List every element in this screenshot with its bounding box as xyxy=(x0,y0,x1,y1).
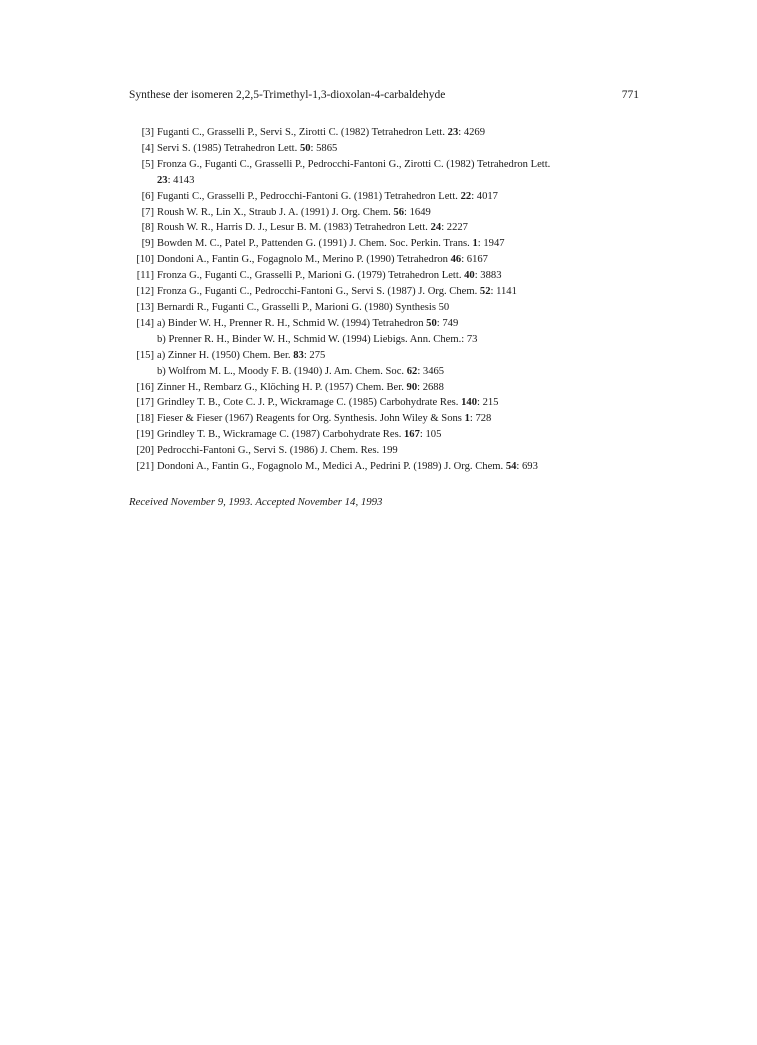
reference-text: Servi S. (1985) Tetrahedron Lett. xyxy=(157,142,300,154)
reference-line xyxy=(157,459,649,475)
reference-number: [19] xyxy=(136,429,154,441)
reference-volume: 50 xyxy=(426,317,437,329)
reference-volume: 23 xyxy=(157,174,168,186)
page-number: 771 xyxy=(621,89,639,101)
reference-item xyxy=(129,300,649,316)
reference-pages: : 1141 xyxy=(490,286,517,298)
reference-pages: : 2688 xyxy=(417,381,444,393)
reference-line xyxy=(157,252,649,268)
reference-line xyxy=(157,284,649,300)
reference-number: [17] xyxy=(136,397,154,409)
reference-item xyxy=(129,284,649,300)
running-head-title: Synthese der isomeren 2,2,5-Trimethyl-1,3-dioxolan-4-carbaldehyde xyxy=(129,89,446,101)
reference-text: Bowden M. C., Patel P., Pattenden G. (1991) J. Chem. Soc. Perkin. Trans. xyxy=(157,238,473,250)
reference-volume: 46 xyxy=(450,254,462,266)
reference-line xyxy=(157,411,649,427)
reference-pages: : 5865 xyxy=(310,142,338,154)
reference-pages: : 2227 xyxy=(441,222,468,234)
reference-volume: 52 xyxy=(479,286,491,298)
reference-volume: 167 xyxy=(404,429,420,441)
reference-item xyxy=(129,443,649,459)
reference-item xyxy=(129,220,649,236)
reference-pages: : 4269 xyxy=(458,127,486,138)
reference-number: [12] xyxy=(136,286,154,298)
reference-number: [9] xyxy=(141,238,154,250)
reference-item xyxy=(129,205,649,221)
reference-item xyxy=(129,125,649,141)
reference-line xyxy=(157,380,649,396)
reference-number: [15] xyxy=(136,349,154,361)
reference-line xyxy=(157,395,649,411)
reference-volume: 40 xyxy=(464,270,475,282)
reference-line xyxy=(157,173,649,189)
reference-text: Roush W. R., Harris D. J., Lesur B. M. (1983) Tetrahedron Lett. xyxy=(157,222,431,234)
reference-line xyxy=(157,236,649,252)
reference-number: [14] xyxy=(136,317,154,329)
reference-text: a) Binder W. H., Prenner R. H., Schmid W. (1994) Tetrahedron xyxy=(157,317,427,329)
reference-line xyxy=(157,332,649,348)
reference-text: b) Wolfrom M. L., Moody F. B. (1940) J. Am. Chem. Soc. xyxy=(157,365,407,377)
reference-text: b) Prenner R. H., Binder W. H., Schmid W. (1994) Liebigs. Ann. Chem.: 73 xyxy=(157,333,478,345)
reference-pages: : 105 xyxy=(419,429,442,441)
reference-number: [20] xyxy=(136,445,154,457)
reference-number: [21] xyxy=(136,461,154,473)
reference-line xyxy=(157,316,649,332)
reference-item xyxy=(129,427,649,443)
reference-text: a) Zinner H. (1950) Chem. Ber. xyxy=(157,349,294,361)
reference-item xyxy=(129,395,649,411)
reference-volume: 22 xyxy=(460,190,472,202)
reference-volume: 90 xyxy=(406,381,418,393)
reference-pages: : 275 xyxy=(303,349,326,361)
reference-line xyxy=(157,189,649,205)
reference-pages: : 3883 xyxy=(474,270,502,282)
reference-number: [3] xyxy=(141,127,154,138)
reference-item xyxy=(129,459,649,475)
reference-item xyxy=(129,157,649,189)
reference-text: Fuganti C., Grasselli P., Servi S., Zirotti C. (1982) Tetrahedron Lett. xyxy=(157,127,448,138)
reference-text: Fronza G., Fuganti C., Pedrocchi-Fantoni G., Servi S. (1987) J. Org. Chem. xyxy=(157,286,480,298)
reference-number: [18] xyxy=(136,413,154,425)
reference-pages: : 215 xyxy=(477,397,499,409)
reference-text: Grindley T. B., Cote C. J. P., Wickramage C. (1985) Carbohydrate Res. xyxy=(157,397,462,409)
reference-pages: : 1649 xyxy=(404,206,431,218)
reference-item xyxy=(129,268,649,284)
reference-number: [16] xyxy=(136,381,154,393)
reference-text: Fronza G., Fuganti C., Grasselli P., Marioni G. (1979) Tetrahedron Lett. xyxy=(157,270,465,282)
reference-volume: 56 xyxy=(393,206,405,218)
reference-pages: : 4017 xyxy=(471,190,498,202)
reference-text: Dondoni A., Fantin G., Fogagnolo M., Merino P. (1990) Tetrahedron xyxy=(157,254,451,266)
reference-number: [7] xyxy=(141,206,154,218)
reference-line xyxy=(157,364,649,380)
reference-volume: 24 xyxy=(430,222,442,234)
reference-volume: 23 xyxy=(447,127,459,138)
reference-number: [10] xyxy=(136,254,154,266)
reference-volume: 140 xyxy=(461,397,477,409)
reference-volume: 1 xyxy=(472,238,478,250)
reference-pages: : 3465 xyxy=(417,365,445,377)
reference-number: [6] xyxy=(141,190,154,202)
reference-line xyxy=(157,220,649,236)
reference-line xyxy=(157,141,649,157)
reference-item xyxy=(129,411,649,427)
reference-pages: : 728 xyxy=(469,413,492,425)
reference-pages: : 4143 xyxy=(167,174,195,186)
reference-text: Roush W. R., Lin X., Straub J. A. (1991) J. Org. Chem. xyxy=(157,206,394,218)
reference-pages: : 693 xyxy=(516,461,538,473)
reference-line xyxy=(157,443,649,459)
reference-item xyxy=(129,380,649,396)
reference-line xyxy=(157,125,649,141)
reference-item xyxy=(129,141,649,157)
reference-volume: 54 xyxy=(505,461,517,473)
reference-volume: 83 xyxy=(293,349,304,361)
reference-number: [13] xyxy=(136,301,154,313)
reference-line xyxy=(157,427,649,443)
reference-volume: 62 xyxy=(406,365,418,377)
reference-line xyxy=(157,157,649,173)
reference-text: Grindley T. B., Wickramage C. (1987) Carbohydrate Res. xyxy=(157,429,404,441)
reference-text: Fronza G., Fuganti C., Grasselli P., Pedrocchi-Fantoni G., Zirotti C. (1982) Tetrahedron Lett. xyxy=(157,158,551,170)
reference-line xyxy=(157,205,649,221)
reference-number: [11] xyxy=(136,270,154,282)
reference-text: Dondoni A., Fantin G., Fogagnolo M., Medici A., Pedrini P. (1989) J. Org. Chem. xyxy=(157,461,506,473)
reference-item xyxy=(129,252,649,268)
reference-line xyxy=(157,300,649,316)
reference-number: [4] xyxy=(141,142,154,154)
reference-list xyxy=(129,125,649,475)
reference-item xyxy=(129,189,649,205)
reference-number: [5] xyxy=(141,158,154,170)
reference-text: Bernardi R., Fuganti C., Grasselli P., Marioni G. (1980) Synthesis 50 xyxy=(157,301,450,313)
reference-pages: : 6167 xyxy=(461,254,488,266)
reference-pages: : 749 xyxy=(436,317,459,329)
reference-text: Fuganti C., Grasselli P., Pedrocchi-Fantoni G. (1981) Tetrahedron Lett. xyxy=(157,190,461,202)
reference-line xyxy=(157,268,649,284)
reference-pages: : 1947 xyxy=(477,238,505,250)
reference-number: [8] xyxy=(141,222,154,234)
received-note: Received November 9, 1993. Accepted November 14, 1993 xyxy=(129,496,383,508)
reference-volume: 1 xyxy=(464,413,470,425)
reference-line xyxy=(157,348,649,364)
reference-text: Zinner H., Rembarz G., Klöching H. P. (1957) Chem. Ber. xyxy=(157,381,407,393)
reference-text: Pedrocchi-Fantoni G., Servi S. (1986) J. Chem. Res. 199 xyxy=(157,445,398,457)
reference-volume: 50 xyxy=(299,142,311,154)
reference-item xyxy=(129,316,649,348)
reference-item xyxy=(129,236,649,252)
reference-item xyxy=(129,348,649,380)
reference-text: Fieser & Fieser (1967) Reagents for Org. Synthesis. John Wiley & Sons xyxy=(157,413,465,425)
